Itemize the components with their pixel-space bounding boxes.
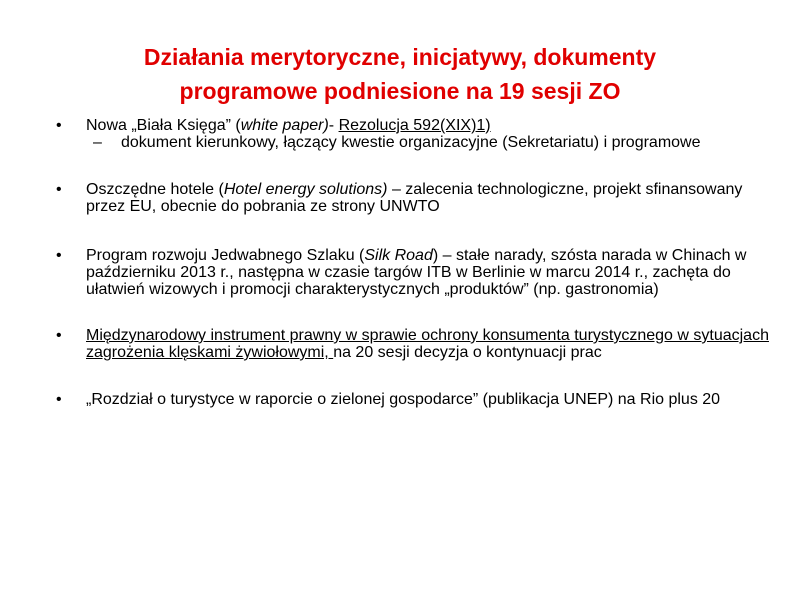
title-line-2: programowe podniesione na 19 sesji ZO [179,78,621,104]
bullet-icon: • [56,117,62,134]
bullet-item-silk-road [50,247,770,298]
item-italic: white paper) [240,117,329,134]
item-text: ) – stałe narady, szósta narada w Chinach w październiku 2013 r., następna w czasie targów ITB w Berlinie w marcu 2014 r., zachęta do ułatwień wizowych i promocji charakterystycznych „produktów” (np. gastronomia) [86,247,747,298]
item-underlined: Międzynarodowy instrument prawny w sprawie ochrony konsumenta turystycznego w sytuacjach zagrożenia klęskami żywiołowymi, [86,327,769,361]
item-text: Oszczędne hotele ( [86,181,224,198]
bullet-item-consumer-protection [50,327,770,361]
bullet-icon: • [56,247,62,264]
sub-item [87,134,770,151]
bullet-list [50,117,770,408]
bullet-item-green-economy [50,391,770,408]
bullet-icon: • [56,327,62,344]
item-text: na 20 sesji decyzja o kontynuacji prac [333,344,602,361]
dash-icon: – [93,134,102,151]
title-line-1: Działania merytoryczne, inicjatywy, dokumenty [143,44,657,70]
bullet-icon: • [56,181,62,198]
item-text: Program rozwoju Jedwabnego Szlaku ( [86,247,365,264]
resolution-link: Rezolucja 592(XIX)1) [338,117,491,134]
item-italic: Silk Road [364,247,433,264]
sub-item-text: dokument kierunkowy, łączący kwestie organizacyjne (Sekretariatu) i programowe [121,134,701,151]
item-text: Nowa „Biała Księga” ( [86,117,241,134]
item-text: – zalecenia technologiczne, projekt sfinansowany przez EU, obecnie do pobrania ze strony UNWTO [86,181,743,215]
item-text: „Rozdział o turystyce w raporcie o zielonej gospodarce” (publikacja UNEP) na Rio plus 20 [86,391,721,408]
item-italic: Hotel energy solutions) [223,181,388,198]
bullet-item-white-paper [50,117,770,151]
bullet-item-hotels [50,181,770,215]
item-text: - [328,117,339,134]
slide-title [60,40,740,108]
bullet-icon: • [56,391,62,408]
